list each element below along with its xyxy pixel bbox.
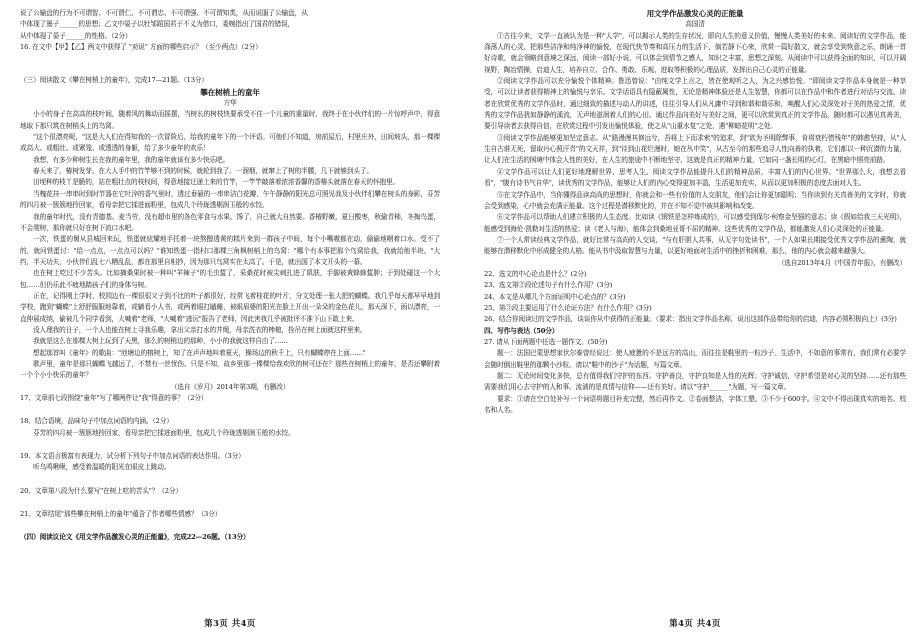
essay-title: 攀在树梢上的童年 [200,87,260,97]
question-22: 22、选文的中心论点是什么？(2分) [484,269,587,278]
question-20: 20、文章第八段为什么要写"在树上吃的苦头"？（2分） [20,486,182,495]
essay-paragraph: 也在树上吃过不少苦头。比如摘桑果时被一种叫"羊辣子"的毛虫蜇了，采桑花时被尖刺扎进了肌肤，手脚被黄蜂蜂蜇肿；于到处碰这一个大包……但仍乐此不疲地踏孩子们的身体与树。 [20,269,440,289]
writing-heading: 四、写作与表达（50分） [484,326,559,335]
essay-paragraph: 田埂种的枝丫是脆的，站在粗壮点的枝杈间，得意地接过递上来的竹竿，一竿竿敲落着浓浓香馨的香椿头就落在春天的怀抱里。 [33,178,400,187]
essay-paragraph: "这个很漂亮呢，"这是大人们在得知我的一次冒险后，给我的童年下的一个评语。可他们不知道，房前屋后，村里庄外，田间坡头，那一棵棵或高大、或粗壮、或紧笼、或透透的身躯，给了多少童年的欢乐！ [20,133,440,153]
essay-paragraph: 当槐花挂一串串时到时节器在它吐淬的香气里时，透过垂悬的一串串洁白花瓣，午午静静的阳光总可照见我及小伙伴们攀在树头的身影，芬芳的四月被一簇簇地拎回家，看母亲把它揉进面粉里，包成几个玲珑透剔润玉般的水饺。 [20,189,440,210]
question-19-sentence: 听乌鸣啾啾，感受着温暖的阳光在眼皮上跳动。 [33,463,171,472]
writing-requirements: 要求：①请在空白处补写一个词语将题目补充完整，然后再作文。②卷面整洁，字体工整。③不少于600字。④文中不得出现真实的地名、校名和人名。 [484,394,906,415]
writing-prompt-1: 题一：法国巴蒙思想家伏尔泰曾经说过：使人疲惫的不是远方的高山，而往往是鞋里的一粒沙子。生活中，不如意的事常有，我们常有必要学会随时倒出鞋里的那颗小沙粒。请以"鞋中的沙子"为话题，写篇文章。 [484,349,906,369]
section-heading: （三）阅读散文《攀在树梢上的童年》，完成17—21题。（13分） [20,76,208,85]
question-23: 23、选文第②段论述句子有什么作用？(3分) [484,281,613,290]
question-18-sentence: 芬芳的四月被一簇簇地拎回家，看母亲把它揉进面粉里，包成几个玲珑透剔润玉般的水饺。 [33,428,295,437]
question-18: 18、结合语境，品味句子中加点词语的内涵。（2分） [20,417,173,426]
question-19: 19、本文语言极富有表现力，试分析下列句子中加点词语的表达作用。（3分） [20,452,245,461]
article-source: （选自2013年4月《中国青年报》，有删改） [777,258,906,267]
text-line: 从中体现了晏子______的性格。（2分） [20,31,132,40]
essay-paragraph: 歌声里，童年是那只蝴蝶飞越远了，不禁有一丝忧伤。只是不知，故乡里那一棵棵恰我欢欣的树可还在？那些在树梢上的童年，是否还攀附着一个个小小快乐的童年？ [20,359,440,380]
text-line: 中体现了墨子______的思想；乙文中晏子以牡邹蹈国君于不义为借口，委婉指出了国君的错误， [20,20,295,29]
writing-intro: 27. 请从下面两题中任选一题作文。(50分) [484,337,608,346]
article-author: 高国清 [685,20,705,29]
essay-paragraph: 正在，记得刚上学时，校园边有一棵很很父子到不比的叶子都很好，经常飞着桂花的叶片，分文处理一张大把的蝴蝶。我几乎每天都早早地到学校，跑到"蝴蝶"上舒舒服服地靠着，或躺看小人书，或两着眼打瞌睡，被眼眉婆的阳光在脸上开出一朵朵的金色花儿，那天深下，雨以漂亮，一直伸展成纳，偷被几个同学看到，大喊着"老师，"大喊着"逃沅"报告了老师，因此害我几乎被批评不准下山下敢上来。 [20,291,440,323]
text-line: 说了公输盘的行为不可谓智、不可谓仁、不可谓忠、不可谓强、不可谓知类，从而说服了公输盘，从 [20,9,308,17]
page-left [20,0,440,637]
article-paragraph: ③阅读文学作品能够更加坚定意志。从"路漫漫其修远兮，吾将上下而求索"的追求，到"欲为圣明除弊事，肯将衰朽惜残年"的韩愈坚持，从"人生自古谁无死，留取丹心照汗青"的文天祥，到"待到山花烂漫时，她在丛中笑"，从古至今的那些追寻人性向善的执着，它们都以一种沉潜的力量，让人们在生活的困境中体会人性的美好，在人生的旅途中不断地坚守，这就是真正的精神力量，它如同一盏长明的心灯，在黑暗中照亮前路。 [484,133,906,165]
essay-paragraph: 我就是这么在那棵大树上玩到了天黑，那么的树梢边的那种，小小的我就这样自由了…… [33,337,288,346]
article-paragraph: ②阅读文学作品可以充分愉悦个体精神。鲁迅曾说："由纯文学上言之，皆在使观听之人，为之兴感怡悦。"即阅读文学作品本身就是一种享受，可以让读者获得精神上的愉悦与享乐。文学话语具有隐蔽属性，无论是精神体验还是人生智慧，你都可以在作品中和作者进行对话与交流。读者在欣赏优秀的文学作品时，通过细致的描述与动人的讲述，往往引导人们从凡庸中寻到和谐和谐乐和，唤醒人们心灵深处对于美的热爱之情，优秀的文学作品犹如静静的溪流，无声地滋润着人们的心田。通过作品向美好与美好之间，更可以欣赏到真正的文学作品，随时都可以遇见真善美，要引导读者去获得自信，在欣赏过程中引发出愉悦体验，使之从"山重水复"之处，遇"柳暗花明"之处。 [484,77,906,131]
essay-author: 方华 [223,99,237,108]
essay-paragraph: 春天来了，椿树发芽。在大人手中的竹竿够不到的时候，就轮到我了。一溜烟，就窜上了树的半腰，几下就够到头了。 [33,167,373,176]
page-number-left: 第3页 共4页 [204,617,256,628]
article-title: 用文学作品激发心灵的正能量 [646,9,744,18]
essay-source: （选自《岁月》2014年第3期，有删改） [170,382,290,391]
question-24: 24、本文是从哪几个方面证明中心论点的？(3分) [484,292,626,301]
article-paragraph: ⑦一个人常读经典文学作品，就好比常与高尚的人交谈，"与有肝胆人共事，从无字句处读书"，一个人如果长期接受优秀文学作品的熏陶，就能够在潜移默化中形成健全的人格。能从书中汲取智慧与力量，以更好地面对生活中的挫折和困难，那么，他的内心就会越来越强大。 [484,235,906,256]
article-paragraph: ⑥文学作品可以帮助人们建立积极的人生态度。比如读《钢铁是怎样炼成的》，可以感受到保尔·柯察金坚强的意志；读《假如给我三天光明》，能感受到海伦·凯勒对生活的热爱；读《老人与海》，能体会到桑地亚哥不屈的精神。这些优秀的文学作品，都能激发人们心灵深处的正能量。 [484,213,906,233]
essay-paragraph: 没人理我的日子，一个人也能在树上寻我乐趣，拿出父亲打水的井绳，母亲洗衣的棒槌，拴吊在树上面就这样里来。 [33,325,367,334]
section-4-heading: （四）阅读议论文《用文学作品激发心灵的正能量》，完成22—26题。（13分） [20,533,250,542]
question-26: 26、结合你阅读过的文学作品，谈谈你从中获得的正能量。（要求：指出文学作品名称，说出这部作品带给你的启迪，内容必须积极向上）(3分) [484,315,897,324]
writing-prompt-2: 题二：无论时间变化多快，总有值得我们守护的东西。守护善良，守护良知是人性的光辉；守护诚信，守护希望是对心灵的坚持……还有那些需要我们用心去守护的人和事。流淌的是真情与信仰——还有美好。请以"守护______"为题，写一篇文章。 [484,372,906,392]
essay-paragraph: 小小的身子在高高的枝叶间，随着风的舞动而摇摆，当树长的树枝快要承受不住一个儿童的重量时，我终于在小伙伴们的一片惊呼声中，得意地取下那只筑在树梢头上的鸟窝。 [20,110,440,130]
page-right [484,0,906,637]
article-paragraph: ④文学作品可以让人们更好地理解世界、思考人生。阅读文学作品能提升人们的精神品质，丰富人们的内心世界。"世界那么大，我想去看看"，"腹有诗书气自华"，读优秀的文学作品，能够让人们的内心变得更加丰盈，生活更加充实，从而以更加积极的态度去面对人生。 [484,167,906,188]
question-17: 17、文章前七段围绕"童年"写了哪两件让"我"得意的事？（2分） [20,394,208,402]
question-16: 16. 在文中【甲】【乙】两文中获得了 "劝说" 方面的哪些启示？（至少两点）（2分） [20,43,262,52]
essay-paragraph: 我想，有多少种树生长在我的童年里，我的童年就该有多少快乐吧。 [33,155,230,164]
essay-paragraph: 一次，铁蛋的舅从县城回来玩，铁蛋就炫耀地手托着一块熬醇透黄的糕片来到一群孩子中间，每个小嘴嗷都在动，偷偷地咽着口水。受不了的，就问铁蛋讨："给一点点，一点点可以吗？"谁知铁蛋一指村口那棵三角枫树梢上的鸟窝："哪个有本事把那个鸟窝给我，我就给他半块。"大约，半天功夫，小伙伴们乱七八糟乱乱，都在那里自相抄，因为那只鸟窝实在太高了。于是，就出国了本文开头的一幕。 [20,235,440,266]
essay-paragraph: 我的童年时代，没有青德基、麦当劳，没有超市里的各色零食与水果。馋了，自己就大自然要。香椿野嫩，夏日酸枣，秋偷青柿，冬掏鸟蛋，不会爬树，那你就只好在树下流口水吧。 [20,212,440,232]
article-paragraph: ⑤在文学作品中，当你懂得品读高尚的思想时，你就会和一些有价值的人交朋友，他们会让你更加聪明；当你读到有关真善美的文字时，你就会受到感染，心中就会充满正能量。这个过程是潜移默化的，并在不知不觉中被其影响和改变。 [484,190,906,210]
essay-paragraph: 想起那首叫《童年》的歌曲："池塘边的榕树上，知了在声声地叫着夏天，操场边的秋千上，只有蝴蝶停在上面……" [33,348,366,357]
question-25: 25、第③段主要运用了什么论证方法？有什么作用？(3分) [484,303,652,312]
article-paragraph: ①古往今来，文学一直被认为是一种"人学"，可以揭示人类的生存状况，即向人生的意义价值，慢慢人类美好的未来。阅读好的文学作品，能涤荡人的心灵，把那些洁净和纯净神的愉悦，在现代快节奏和高压力的生活下，倘若静下心来，欣赏一篇好散文，就会享受到恢意之乐，朗诵一首好诗歌，就会领略到意境之深远，阅读一部好小说，可以体会到情节之感人，知识之丰富，思想之深刻。从阅读中可以获得全面的知识，可以开阔视野，陶冶情操，启迪人生，培养自立、合作、勇敢、乐观、进取等积极的心理品质，发挥出自己心灵的正能量。 [484,31,906,74]
question-21: 21、文章结尾"那些攀在树梢上的童年"蕴含了作者哪些情感？（3分） [20,510,222,519]
page-number-right: 第4页 共4页 [669,617,721,628]
